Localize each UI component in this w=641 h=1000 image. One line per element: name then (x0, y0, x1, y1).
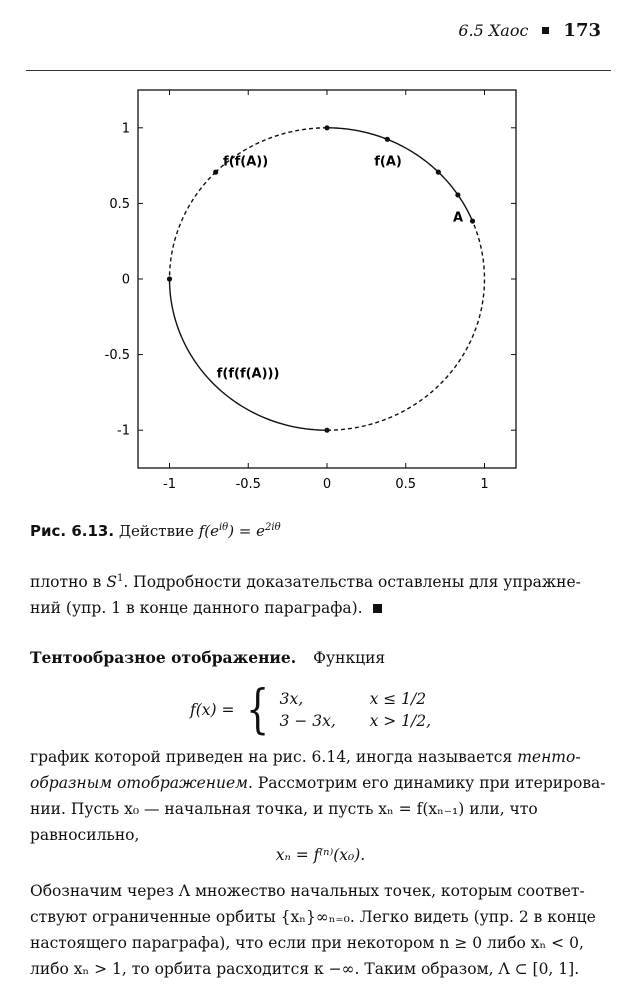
plot-frame (138, 90, 516, 468)
figure-caption (30, 522, 281, 540)
p1-S: S (106, 573, 117, 592)
p1-sup: 1 (116, 573, 124, 584)
qed-icon (373, 604, 382, 613)
arc-label: A (453, 210, 464, 226)
data-point (167, 276, 172, 281)
p3-t1: Обозначим через Λ множество начальных точек, которым соответ- (30, 882, 585, 900)
arc-rest (327, 221, 485, 430)
section-title: 6.5 Хаос (458, 21, 529, 40)
y-tick-label: 0.5 (109, 196, 130, 212)
p2-t2-it: образным отображением. (30, 774, 253, 792)
paragraph-1 (30, 566, 612, 621)
paragraph-3 (30, 878, 612, 982)
y-tick-label: -1 (117, 423, 130, 439)
p2-t4: равносильно, (30, 826, 140, 844)
arc-label: f(f(A)) (223, 154, 269, 170)
brace-icon: { (245, 680, 269, 740)
p3-t2: ствуют ограниченные орбиты {xₙ}∞ₙ₌₀. Легко видеть (упр. 2 в конце (30, 908, 596, 926)
data-point (213, 170, 218, 175)
paragraph-2 (30, 744, 612, 848)
caption-text: Действие (118, 522, 194, 540)
y-tick-label: -0.5 (104, 348, 130, 364)
p2-t2: Рассмотрим его динамику при итерирова- (252, 774, 606, 792)
case2-expr: 3 − 3x, (279, 712, 336, 730)
caption-formula-lhs-exp: iθ (218, 522, 229, 533)
x-tick-label: 0.5 (395, 477, 417, 492)
page-number: 173 (563, 20, 601, 41)
data-point (324, 428, 329, 433)
case2-cond: x > 1/2, (369, 712, 432, 730)
arc-labels (217, 155, 463, 382)
caption-formula-mid: ) = e (228, 522, 266, 540)
p3-t4: либо xₙ > 1, то орбита расходится к −∞. Таким образом, Λ ⊂ [0, 1]. (30, 960, 580, 978)
x-tick-label: 1 (480, 477, 489, 492)
p2-t1: график которой приведен на рис. 6.14, иногда называется (30, 748, 518, 766)
y-axis-ticks (105, 121, 516, 438)
data-point (470, 218, 475, 223)
y-tick-label: 0 (121, 272, 130, 288)
tent-heading: Тентообразное отображение. (30, 648, 297, 667)
p1-line2: ний (упр. 1 в конце данного параграфа). (30, 599, 363, 618)
caption-label: Рис. 6.13. (30, 522, 115, 540)
tent-map-formula (190, 680, 460, 740)
case1-expr: 3x, (279, 690, 304, 708)
arc-label: f(f(f(A))) (216, 366, 280, 382)
data-point (455, 192, 460, 197)
formula-lhs: f(x) = (190, 701, 235, 719)
tent-lead: Функция (313, 649, 386, 667)
y-tick-label: 1 (121, 121, 130, 137)
arc-ffa (170, 172, 216, 279)
data-point (385, 137, 390, 142)
data-point (324, 125, 329, 130)
p1-text-a: плотно в (30, 573, 107, 592)
tent-section (30, 648, 385, 667)
x-tick-label: -0.5 (235, 477, 261, 492)
data-point (436, 170, 441, 175)
iterate-formula: xₙ = f⁽ⁿ⁾(x₀). (275, 846, 366, 864)
p2-t3: нии. Пусть x₀ — начальная точка, и пусть xₙ = f(xₙ₋₁) или, что (30, 800, 538, 818)
p2-t1-it: тенто- (517, 748, 581, 766)
x-tick-label: 0 (322, 477, 332, 492)
marker-points (167, 125, 475, 433)
case1-cond: x ≤ 1/2 (369, 690, 427, 708)
p1-text-b: . Подробности доказательства оставлены для упражне- (123, 573, 581, 592)
p3-t3: настоящего параграфа), что если при некотором n ≥ 0 либо xₙ < 0, (30, 934, 584, 952)
arc-fffa (170, 279, 328, 430)
caption-formula-lhs: f(e (198, 522, 219, 540)
caption-formula-rhs-exp: 2iθ (265, 522, 281, 533)
x-tick-label: -1 (163, 477, 176, 492)
arc-label: f(A) (374, 154, 402, 170)
